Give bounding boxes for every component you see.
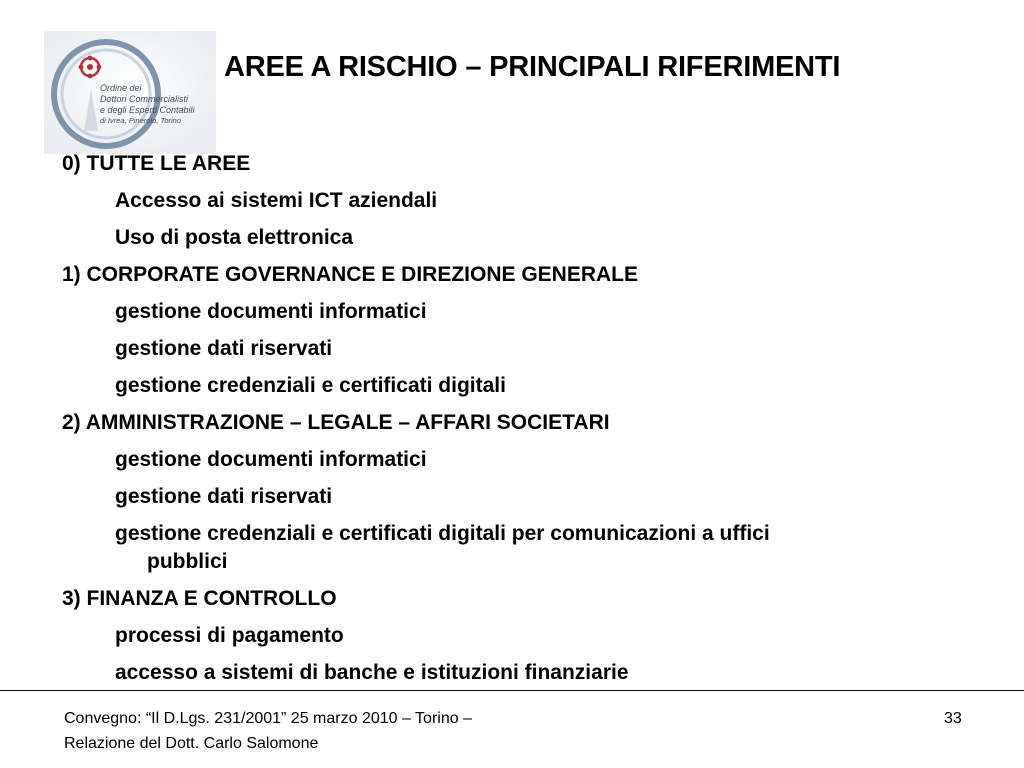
slide-title: AREE A RISCHIO – PRINCIPALI RIFERIMENTI <box>224 51 841 83</box>
footer-line-2: Relazione del Dott. Carlo Salomone <box>64 735 319 752</box>
list-item: gestione credenziali e certificati digitali <box>115 374 506 397</box>
list-item-wrapped <box>62 520 962 576</box>
logo <box>44 31 216 154</box>
section-heading-3: 3) FINANZA E CONTROLLO <box>62 587 337 610</box>
list-item: Uso di posta elettronica <box>115 226 354 249</box>
list-item: gestione documenti informatici <box>115 300 427 323</box>
list-item: processi di pagamento <box>115 624 344 647</box>
logo-text-line2: Dottori Commercialisti <box>100 94 189 104</box>
list-item: gestione dati riservati <box>115 485 333 508</box>
list-item-continuation: pubblici <box>147 550 228 573</box>
page-number: 33 <box>944 710 962 727</box>
logo-text-line1: Ordine dei <box>100 83 142 93</box>
footer <box>64 706 472 756</box>
section-heading-0: 0) TUTTE LE AREE <box>62 152 251 175</box>
logo-text-line4: di Ivrea, Pinerolo, Torino <box>100 116 182 125</box>
list-item: Accesso ai sistemi ICT aziendali <box>115 189 438 212</box>
list-item: accesso a sistemi di banche e istituzioni finanziarie <box>115 661 629 684</box>
section-heading-2: 2) AMMINISTRAZIONE – LEGALE – AFFARI SOCIETARI <box>62 411 610 434</box>
logo-emblem <box>44 31 216 154</box>
slide-content <box>62 150 962 696</box>
section-heading-1: 1) CORPORATE GOVERNANCE E DIREZIONE GENERALE <box>62 263 639 286</box>
list-item: gestione dati riservati <box>115 337 333 360</box>
list-item-text: gestione credenziali e certificati digitali per comunicazioni a uffici <box>115 522 770 545</box>
logo-text-line3: e degli Esperti Contabili <box>100 105 195 115</box>
footer-line-1: Convegno: “Il D.Lgs. 231/2001” 25 marzo 2010 – Torino – <box>64 710 472 727</box>
footer-divider <box>0 690 1024 691</box>
list-item: gestione documenti informatici <box>115 448 427 471</box>
